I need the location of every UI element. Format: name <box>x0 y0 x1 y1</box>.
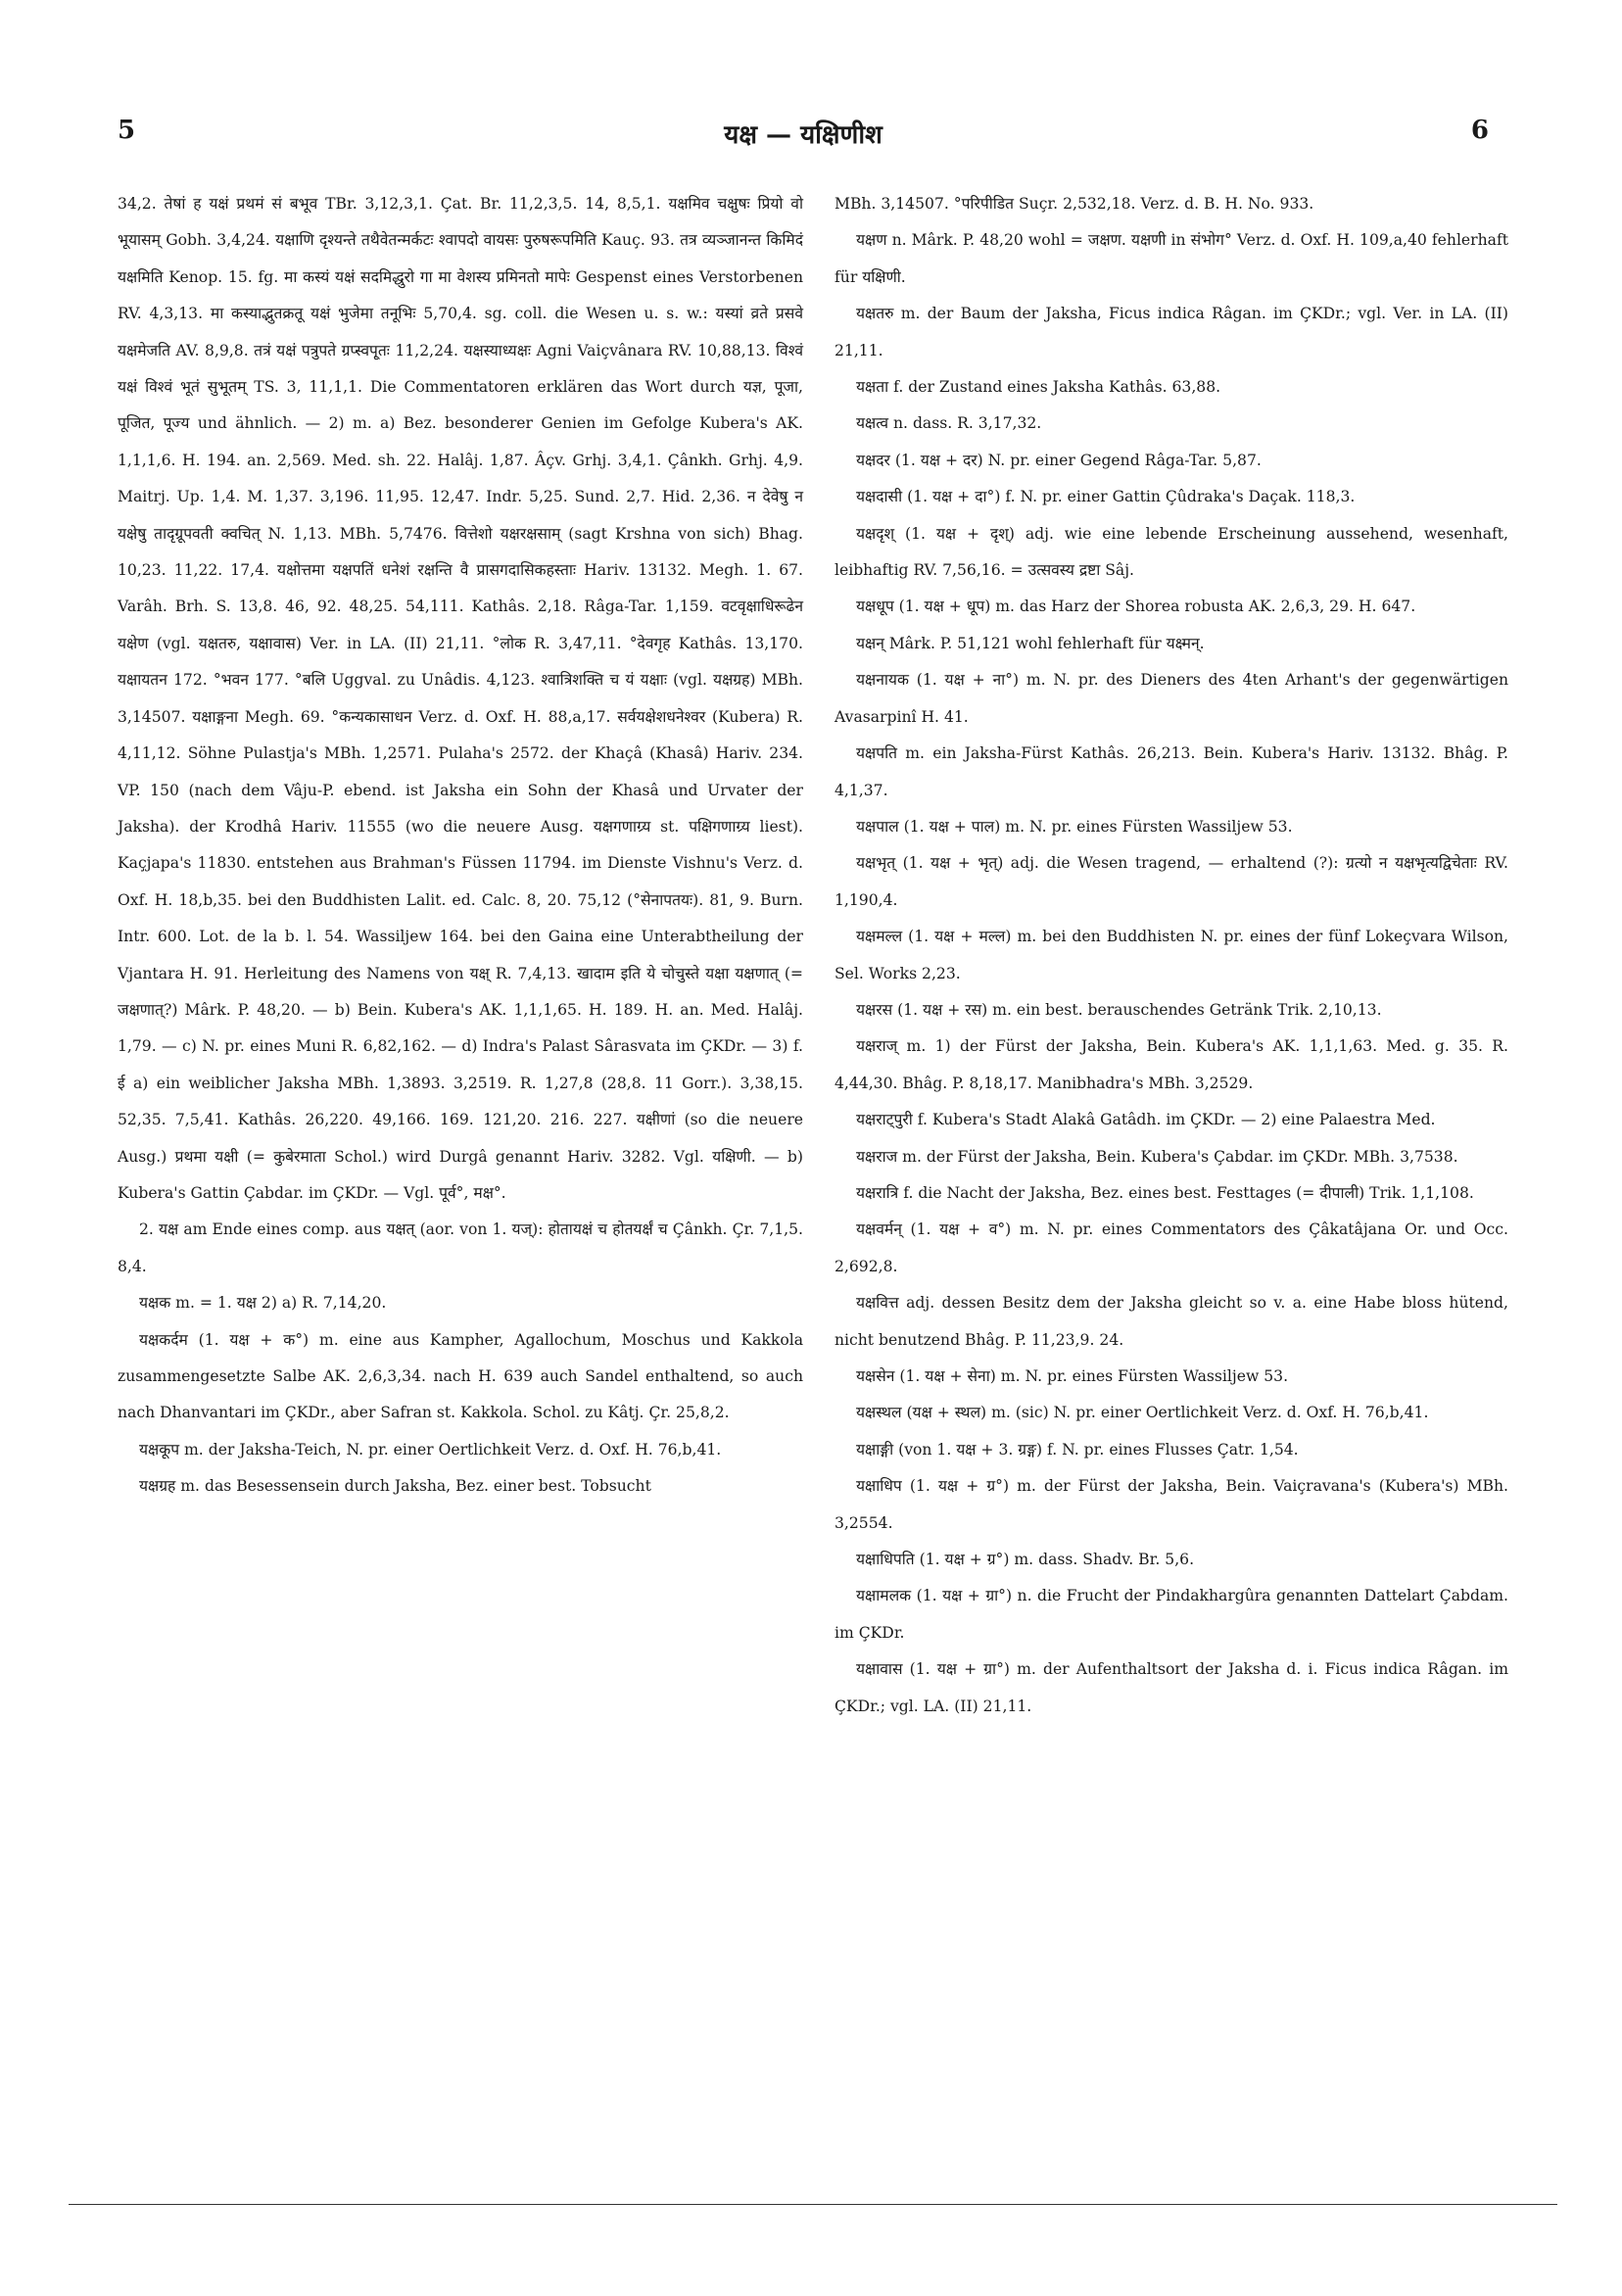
entry: यक्षपति m. ein Jaksha-Fürst Kathâs. 26,213. Bein. Kubera's Hariv. 13132. Bhâg. P. 4,1,37. <box>835 744 1508 799</box>
entry: यक्षराट्पुरी f. Kubera's Stadt Alakâ Gatâdh. im ÇKDr. — 2) eine Palaestra Med. <box>856 1111 1436 1129</box>
entry: यक्षकर्दम (1. यक्ष + क°) m. eine aus Kampher, Agallochum, Moschus und Kakkola zusammengesetzte Salbe AK. 2,6,3,34. nach H. 639 auch Sandel enthaltend, so auch nach Dhanvantari im ÇKDr., aber Safran st. Kakkola. Schol. zu Kâtj. Çr. 25,8,2. <box>118 1330 803 1422</box>
entry: यक्षराज m. der Fürst der Jaksha, Bein. Kubera's Çabdar. im ÇKDr. MBh. 3,7538. <box>856 1147 1458 1166</box>
entry: यक्षस्थल (यक्ष + स्थल) m. (sic) N. pr. einer Oertlichkeit Verz. d. Oxf. H. 76,b,41. <box>856 1404 1429 1422</box>
entry: यक्षतरु m. der Baum der Jaksha, Ficus indica Râgan. im ÇKDr.; vgl. Ver. in LA. (II) 21,11. <box>835 305 1508 359</box>
entry: यक्षभृत् (1. यक्ष + भृत्) adj. die Wesen tragend, — erhaltend (?): ग्रत्यो न यक्षभृत्यद्विचेताः RV. 1,190,4. <box>835 854 1508 909</box>
entry-continued: 34,2. तेषां ह यक्षं प्रथमं सं बभूव TBr. 3,12,3,1. Çat. Br. 11,2,3,5. 14, 8,5,1. यक्षमिव चक्षुषः प्रियो वो भूयासम् Gobh. 3,4,24. यक्षाणि दृश्यन्ते तथैवेतन्मर्कटः श्वापदो वायसः पुरुषरूपमिति Kauç. 93. तत्र व्यञ्जानन्त किमिदं यक्षमिति Kenop. 15. fg. मा कस्यं यक्षं सदमिद्धुरो गा मा वेशस्य प्रमिनतो मापेः Gespenst eines Verstorbenen RV. 4,3,13. मा कस्याद्भुतक्रतू यक्षं भुजेमा तनूभिः 5,70,4. sg. coll. die Wesen u. s. w.: यस्यां व्रते प्रसवे यक्षमेजति AV. 8,9,8. तत्रं यक्षं पत्रुपते ग्रप्स्वपृ्तः 11,2,24. यक्षस्याध्यक्षः Agni Vaiçvânara RV. 10,88,13. विश्वं यक्षं विश्वं भूतं सुभूतम् TS. 3, 11,1,1. Die Commentatoren erklären das Wort durch यज्ञ, पूजा, पूजित, पूज्य und ähnlich. — 2) m. a) Bez. besonderer Genien im Gefolge Kubera's AK. 1,1,1,6. H. 194. an. 2,569. Med. sh. 22. Halâj. 1,87. Âçv. Grhj. 3,4,1. Çânkh. Grhj. 4,9. Maitrj. Up. 1,4. M. 1,37. 3,196. 11,95. 12,47. Indr. 5,25. Sund. 2,7. Hid. 2,36. न देवेषु न यक्षेषु तादृग्रूपवती क्वचित् N. 1,13. MBh. 5,7476. वित्तेशो यक्षरक्षसाम् (sagt Krshna von sich) Bhag. 10,23. 11,22. 17,4. यक्षोत्तमा यक्षपतिं धनेशं रक्षन्ति वै प्रासगदासिकहस्ताः Hariv. 13132. Megh. 1. 67. Varâh. Brh. S. 13,8. 46, 92. 48,25. 54,111. Kathâs. 2,18. Râga-Tar. 1,159. वटवृक्षाधिरूढेन यक्षेण (vgl. यक्षतरु, यक्षावास) Ver. in LA. (II) 21,11. °लोक R. 3,47,11. °देवगृह Kathâs. 13,170. यक्षायतन 172. °भवन 177. °बलि Uggval. zu Unâdis. 4,123. श्वात्रिशक्ति च यं यक्षाः (vgl. यक्षग्रह) MBh. 3,14507. यक्षाङ्गना Megh. 69. °कन्यकासाधन Verz. d. Oxf. H. 88,a,17. सर्वयक्षेशधनेश्वर (Kubera) R. 4,11,12. Söhne Pulastja's MBh. 1,2571. Pulaha's 2572. der Khaçâ (Khasâ) Hariv. 234. VP. 150 (nach dem Vâju-P. ebend. ist Jaksha ein Sohn der Khasâ und Urvater der Jaksha). der Krodhâ Hariv. 11555 (wo die neuere Ausg. यक्षगणाग्र्य st. पक्षिगणाग्र्य liest). Kaçjapa's 11830. entstehen aus Brahman's Füssen 11794. im Dienste Vishnu's Verz. d. Oxf. H. 18,b,35. bei den Buddhisten Lalit. ed. Calc. 8, 20. 75,12 (°सेनापतयः). 81, 9. Burn. Intr. 600. Lot. de la b. l. 54. Wassiljew 164. bei den Gaina eine Unterabtheilung der Vjantara H. 91. Herleitung des Namens von यक्ष् R. 7,4,13. खादाम इति ये चोचुस्ते यक्षा यक्षणात् (= जक्षणात्?) Mârk. P. 48,20. — b) Bein. Kubera's AK. 1,1,1,65. H. 189. H. an. Med. Halâj. 1,79. — c) N. pr. eines Muni R. 6,82,162. — d) Indra's Palast Sârasvata im ÇKDr. — 3) f. ई a) ein weiblicher Jaksha MBh. 1,3893. 3,2519. R. 1,27,8 (28,8. 11 Gorr.). 3,38,15. 52,35. 7,5,41. Kathâs. 26,220. 49,166. 169. 121,20. 216. 227. यक्षीणां (so die neuere Ausg.) प्रथमा यक्षी (= कुबेरमाता Schol.) wird Durgâ genannt Hariv. 3282. Vgl. यक्षिणी. — b) Kubera's Gattin Çabdar. im ÇKDr. — Vgl. पूर्व°, मक्ष°. <box>118 195 803 1202</box>
entry: यक्षक m. = 1. यक्ष 2) a) R. 7,14,20. <box>139 1294 387 1313</box>
entry: यक्षमल्ल (1. यक्ष + मल्ल) m. bei den Buddhisten N. pr. eines der fünf Lokeçvara Wilson, Sel. Works 2,23. <box>835 928 1508 982</box>
entry: यक्षवित्त adj. dessen Besitz dem der Jaksha gleicht so v. a. eine Habe bloss hütend, nicht benutzend Bhâg. P. 11,23,9. 24. <box>835 1294 1508 1349</box>
running-head: यक्ष — यक्षिणीश <box>724 120 883 150</box>
entry: यक्षरात्रि f. die Nacht der Jaksha, Bez. eines best. Festtages (= दीपाली) Trik. 1,1,108. <box>856 1183 1474 1202</box>
entry: यक्षण n. Mârk. P. 48,20 wohl = जक्षण. यक्षणी in संभोग° Verz. d. Oxf. H. 109,a,40 fehlerhaft für यक्षिणी. <box>835 231 1508 286</box>
entry-continued: MBh. 3,14507. °परिपीडित Suçr. 2,532,18. Verz. d. B. H. No. 933. <box>835 195 1314 213</box>
entry: यक्षराज् m. 1) der Fürst der Jaksha, Bein. Kubera's AK. 1,1,1,63. Med. g. 35. R. 4,44,30. Bhâg. P. 8,18,17. Manibhadra's MBh. 3,2529. <box>835 1037 1508 1092</box>
page-number-right: 6 <box>1470 116 1489 145</box>
entry: यक्षदृश् (1. यक्ष + दृश्) adj. wie eine lebende Erscheinung aussehend, wesenhaft, leibhaftig RV. 7,56,16. = उत्सवस्य द्रष्टा Sâj. <box>835 524 1508 580</box>
entry: यक्षदर (1. यक्ष + दर) N. pr. einer Gegend Râga-Tar. 5,87. <box>856 451 1262 469</box>
entry: यक्षावास (1. यक्ष + ग्रा°) m. der Aufenthaltsort der Jaksha d. i. Ficus indica Râgan. im ÇKDr.; vgl. LA. (II) 21,11. <box>835 1660 1508 1715</box>
page-header <box>118 116 1489 155</box>
entry: यक्षाङ्गी (von 1. यक्ष + 3. ग्रङ्ग) f. N. pr. eines Flusses Çatr. 1,54. <box>856 1440 1299 1459</box>
entry: यक्षनायक (1. यक्ष + ना°) m. N. pr. des Dieners des 4ten Arhant's der gegenwärtigen Avasarpinî H. 41. <box>835 671 1508 726</box>
entry: यक्षत्व n. dass. R. 3,17,32. <box>856 414 1042 433</box>
left-column <box>118 186 803 1506</box>
entry: यक्षदासी (1. यक्ष + दा°) f. N. pr. einer Gattin Çûdraka's Daçak. 118,3. <box>856 488 1356 506</box>
entry: यक्षसेन (1. यक्ष + सेना) m. N. pr. eines Fürsten Wassiljew 53. <box>856 1367 1289 1385</box>
entry: यक्षधूप (1. यक्ष + धूप) m. das Harz der Shorea robusta AK. 2,6,3, 29. H. 647. <box>856 598 1416 616</box>
entry: यक्षता f. der Zustand eines Jaksha Kathâs. 63,88. <box>856 378 1221 397</box>
entry: यक्षामलक (1. यक्ष + ग्रा°) n. die Frucht der Pindakhargûra genannten Dattelart Çabdam. im ÇKDr. <box>835 1587 1508 1642</box>
entry: यक्षग्रह m. das Besessensein durch Jaksha, Bez. einer best. Tobsucht <box>139 1477 651 1496</box>
page-number-left: 5 <box>118 116 136 145</box>
entry: यक्षपाल (1. यक्ष + पाल) m. N. pr. eines Fürsten Wassiljew 53. <box>856 817 1293 836</box>
entry: यक्षवर्मन् (1. यक्ष + व°) m. N. pr. eines Commentators des Çâkatâjana Or. und Occ. 2,692,8. <box>835 1220 1508 1275</box>
right-column <box>835 186 1508 1725</box>
entry: यक्षरस (1. यक्ष + रस) m. ein best. berauschendes Getränk Trik. 2,10,13. <box>856 1000 1382 1019</box>
entry: यक्षकूप m. der Jaksha-Teich, N. pr. einer Oertlichkeit Verz. d. Oxf. H. 76,b,41. <box>139 1440 722 1459</box>
entry: यक्षाधिप (1. यक्ष + ग्र°) m. der Fürst der Jaksha, Bein. Vaiçravana's (Kubera's) MBh. 3,2554. <box>835 1477 1508 1532</box>
entry: यक्षाधिपति (1. यक्ष + ग्र°) m. dass. Shadv. Br. 5,6. <box>856 1551 1195 1569</box>
entry: यक्षन् Mârk. P. 51,121 wohl fehlerhaft für यक्ष्मन्. <box>856 634 1205 652</box>
entry: 2. यक्ष am Ende eines comp. aus यक्षत् (aor. von 1. यज्): होतायक्षं च होतयर्क्षं च Çânkh. Çr. 7,1,5. 8,4. <box>118 1220 803 1275</box>
bottom-rule <box>69 2204 1557 2205</box>
